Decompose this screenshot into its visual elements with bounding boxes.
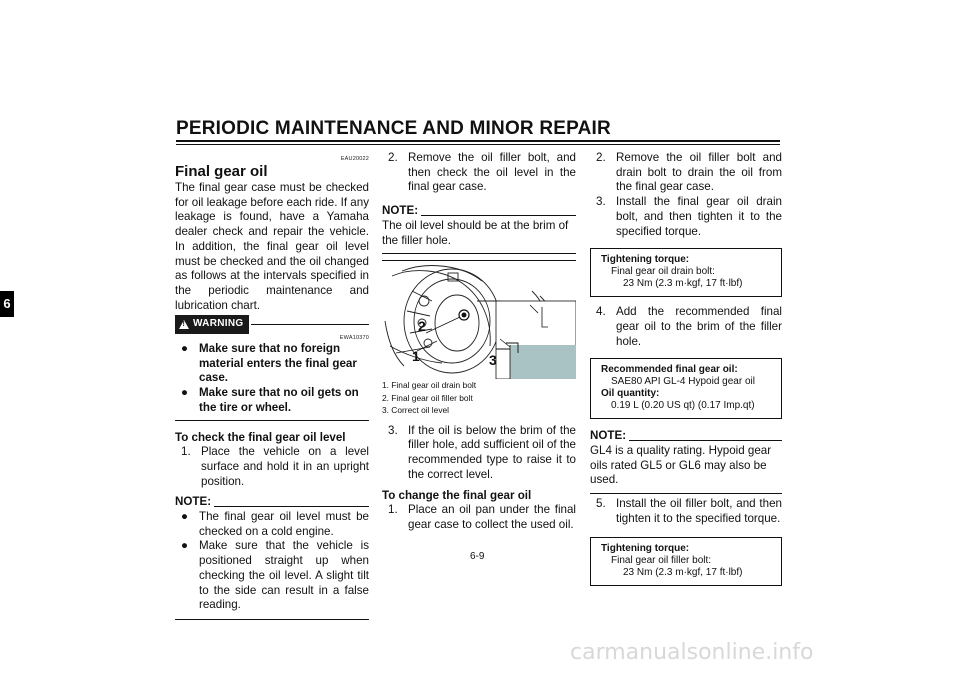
torque-spec-filler: Tightening torque: Final gear oil filler bolt: 23 Nm (2.3 m·kgf, 17 ft·lbf): [590, 537, 782, 586]
note-text: The oil level should be at the brim of the filler hole.: [382, 219, 576, 254]
figure-captions: 1. Final gear oil drain bolt 2. Final gear oil filler bolt 3. Correct oil level: [382, 380, 477, 416]
oil-spec: Recommended final gear oil: SAE80 API GL-4 Hypoid gear oil Oil quantity: 0.19 L (0.20 US qt) (0.17 Imp.qt): [590, 358, 782, 419]
bullet-icon: ●: [181, 539, 189, 553]
intro-paragraph: The final gear case must be checked for oil leakage before each ride. If any leakage is found, have a Yamaha dealer check and repair the vehicle. In addition, the final gear oil level must be checked and the oil changed as follows at the intervals specified in the periodic maintenance and lubrication chart.: [175, 181, 369, 312]
figure-label-1: 1: [412, 348, 420, 365]
warning-label: WARNING: [193, 318, 244, 330]
step-item: 2. Remove the oil filler bolt, and then check the oil level in the final gear case.: [388, 151, 576, 194]
torque-spec-drain: Tightening torque: Final gear oil drain bolt: 23 Nm (2.3 m·kgf, 17 ft·lbf): [590, 248, 782, 297]
warning-badge: [175, 315, 249, 334]
figure-label-3: 3: [489, 352, 497, 369]
page-title: PERIODIC MAINTENANCE AND MINOR REPAIR: [176, 118, 611, 139]
final-gear-figure: [382, 260, 576, 379]
warning-item: ● Make sure that no foreign material enters the final gear case.: [175, 342, 369, 386]
step-item: 5. Install the oil filler bolt, and then tighten it to the specified torque.: [596, 497, 782, 525]
warning-body: [175, 342, 369, 421]
figure-label-2: 2: [418, 318, 426, 335]
section-code: EAU20022: [340, 156, 369, 162]
bullet-icon: ●: [181, 510, 189, 524]
warning-item: ● Make sure that no oil gets on the tire or wheel.: [175, 386, 369, 415]
warning-code: EWA10370: [339, 335, 369, 342]
warning-header: [175, 315, 369, 334]
step-item: 1. Place an oil pan under the final gear case to collect the used oil.: [388, 503, 576, 531]
warning-icon: !: [179, 320, 189, 329]
step-item: 1. Place the vehicle on a level surface and hold it in an upright position.: [181, 445, 369, 488]
subheading-change: To change the final gear oil: [382, 488, 532, 502]
step-item: 3. If the oil is below the brim of the filler hole, add sufficient oil of the recommended type to raise it to the correct level.: [388, 423, 576, 481]
note-item: ● Make sure that the vehicle is positioned straight up when checking the oil level. A slight tilt to the side can result in a false reading.: [175, 539, 369, 613]
section-heading: Final gear oil: [175, 163, 268, 180]
column-1: [175, 155, 369, 620]
note-body: [175, 510, 369, 620]
step-item: 4. Add the recommended final gear oil to the brim of the filler hole.: [596, 305, 782, 348]
watermark: carmanualsonline.info: [570, 640, 814, 665]
header-rule-thin: [176, 144, 780, 145]
note-item: ● The final gear oil level must be checked on a cold engine.: [175, 510, 369, 539]
page-number: 6-9: [470, 551, 485, 562]
step-item: 3. Install the final gear oil drain bolt, and then tighten it to the specified torque.: [596, 195, 782, 238]
column-3: [590, 151, 782, 586]
header-rule: [176, 140, 780, 142]
step-item: 2. Remove the oil filler bolt and drain bolt to drain the oil from the final gear case.: [596, 151, 782, 194]
subheading-check: To check the final gear oil level: [175, 430, 346, 444]
chapter-tab: 6: [0, 291, 14, 317]
bullet-icon: ●: [181, 342, 189, 356]
note-header: NOTE:: [382, 204, 576, 219]
note-header: NOTE:: [175, 495, 369, 510]
column-2: [382, 151, 576, 533]
bullet-icon: ●: [181, 386, 189, 400]
note-header: NOTE:: [590, 429, 782, 444]
note-text: GL4 is a quality rating. Hypoid gear oils rated GL5 or GL6 may also be used.: [590, 444, 782, 494]
